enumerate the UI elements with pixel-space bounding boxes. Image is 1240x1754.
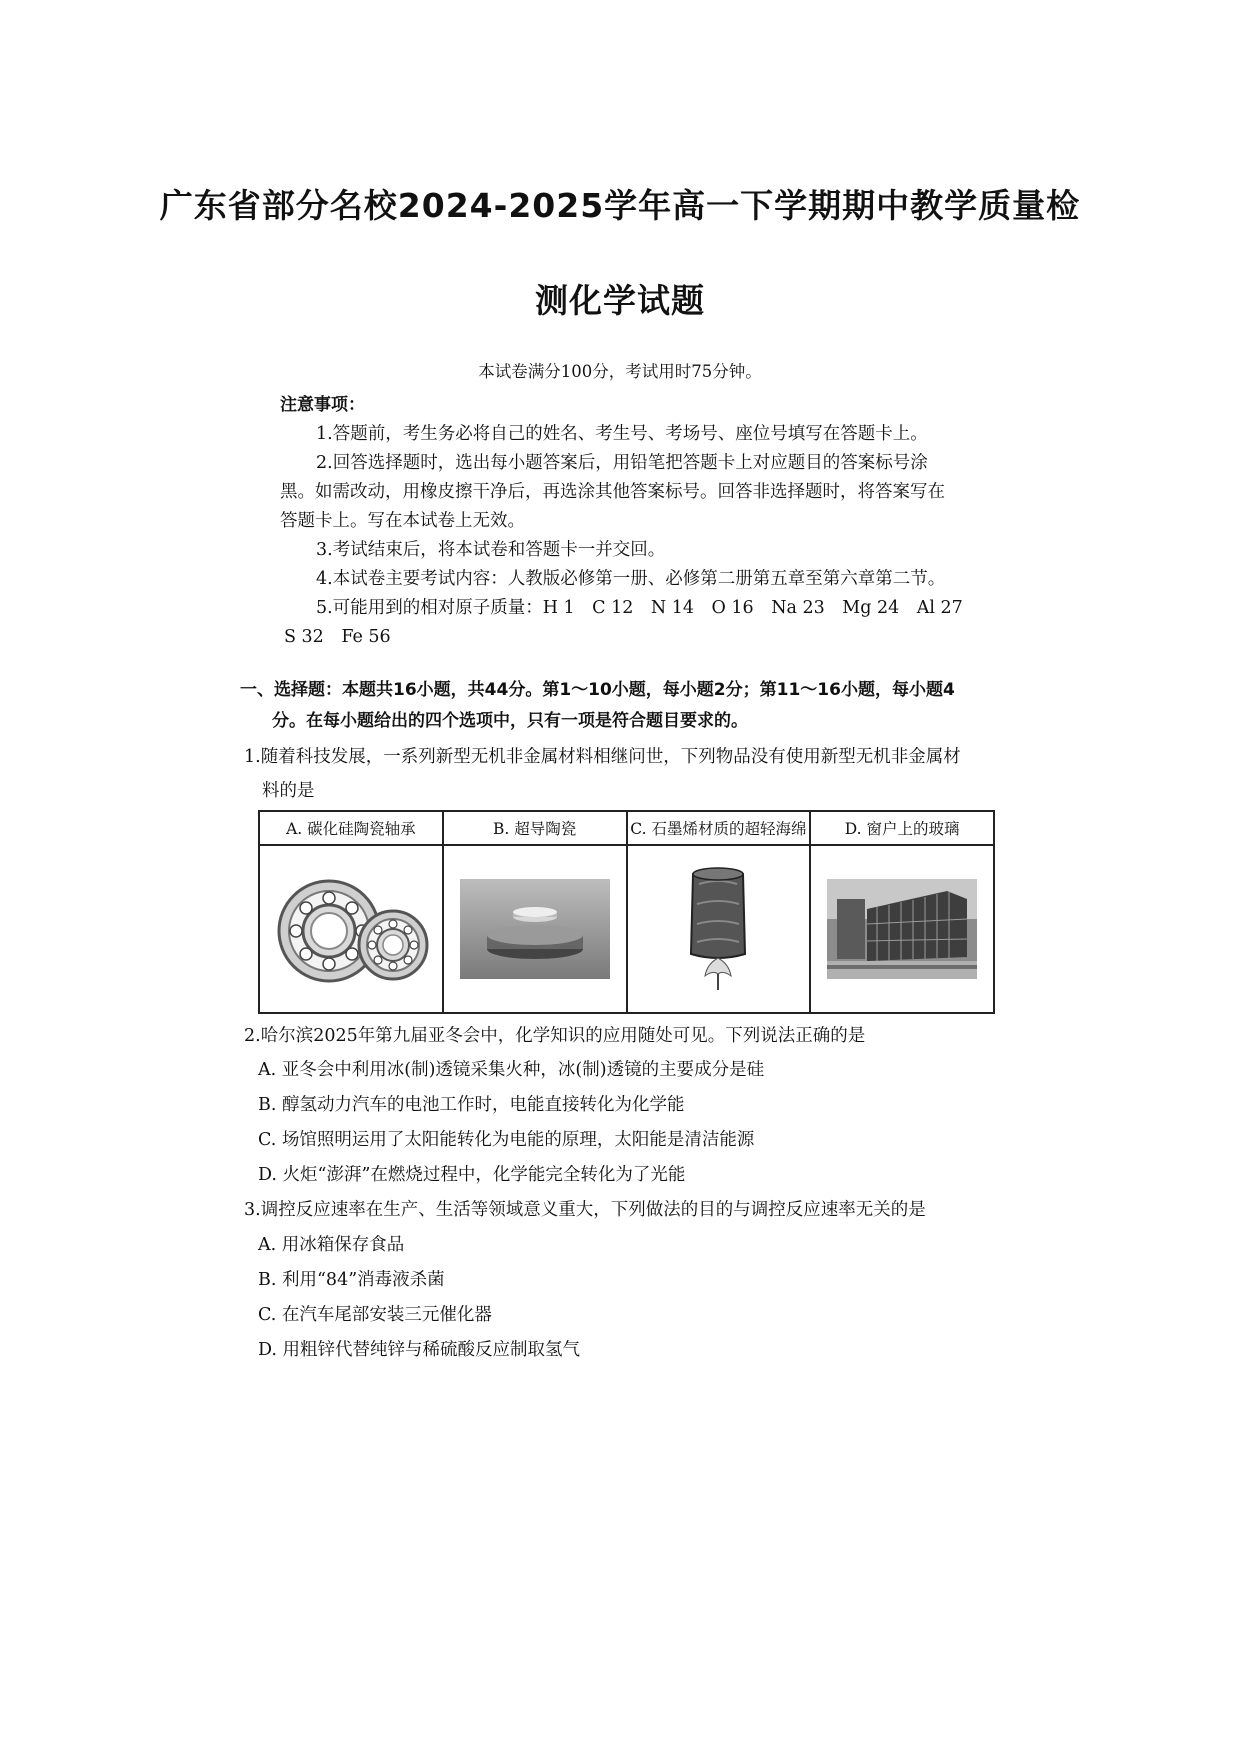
question-3-option-a: A. 用冰箱保存食品 bbox=[258, 1235, 405, 1255]
question-3-option-c: C. 在汽车尾部安装三元催化器 bbox=[258, 1305, 492, 1325]
question-2-option-c: C. 场馆照明运用了太阳能转化为电能的原理，太阳能是清洁能源 bbox=[258, 1130, 755, 1150]
note-line: 4.本试卷主要考试内容：人教版必修第一册、必修第二册第五章至第六章第二节。 bbox=[316, 569, 946, 589]
note-line: 1.答题前，考生务必将自己的姓名、考生号、考场号、座位号填写在答题卡上。 bbox=[316, 424, 928, 444]
materials-table bbox=[258, 810, 995, 1014]
note-line: 黑。如需改动，用橡皮擦干净后，再选涂其他答案标号。回答非选择题时，将答案写在 bbox=[280, 482, 945, 502]
question-1-stem: 1.随着科技发展，一系列新型无机非金属材料相继问世，下列物品没有使用新型无机非金属材 bbox=[244, 747, 961, 767]
bearing-image bbox=[271, 869, 431, 989]
question-3-option-b: B. 利用“84”消毒液杀菌 bbox=[258, 1270, 445, 1290]
graphene-sponge-image bbox=[673, 864, 763, 994]
question-2-option-b: B. 醇氢动力汽车的电池工作时，电能直接转化为化学能 bbox=[258, 1095, 685, 1115]
option-a-label: A. 碳化硅陶瓷轴承 bbox=[259, 811, 443, 845]
option-d-label: D. 窗户上的玻璃 bbox=[810, 811, 994, 845]
question-2-stem: 2.哈尔滨2025年第九届亚冬会中，化学知识的应用随处可见。下列说法正确的是 bbox=[244, 1026, 866, 1046]
option-b-label: B. 超导陶瓷 bbox=[443, 811, 627, 845]
note-line: 2.回答选择题时，选出每小题答案后，用铅笔把答题卡上对应题目的答案标号涂 bbox=[316, 453, 928, 473]
notes-heading: 注意事项： bbox=[280, 395, 365, 415]
option-d-image-cell bbox=[810, 845, 994, 1013]
question-2-option-d: D. 火炬“澎湃”在燃烧过程中，化学能完全转化为了光能 bbox=[258, 1165, 686, 1185]
note-line: 5.可能用到的相对原子质量：H 1 C 12 N 14 O 16 Na 23 Mg 24 Al 27 bbox=[316, 598, 963, 618]
question-3-stem: 3.调控反应速率在生产、生活等领域意义重大，下列做法的目的与调控反应速率无关的是 bbox=[244, 1200, 926, 1220]
option-b-image-cell bbox=[443, 845, 627, 1013]
question-3-option-d: D. 用粗锌代替纯锌与稀硫酸反应制取氢气 bbox=[258, 1340, 581, 1360]
exam-title-line2: 测化学试题 bbox=[535, 281, 705, 320]
section-heading: 一、选择题：本题共16小题，共44分。第1～10小题，每小题2分；第11～16小题，每小题4 bbox=[240, 680, 955, 700]
note-line: 答题卡上。写在本试卷上无效。 bbox=[280, 511, 525, 531]
question-1-stem-cont: 料的是 bbox=[262, 781, 315, 801]
note-line: S 32 Fe 56 bbox=[284, 627, 391, 647]
window-glass-building-image bbox=[827, 879, 977, 979]
section-heading-cont: 分。在每小题给出的四个选项中，只有一项是符合题目要求的。 bbox=[272, 711, 748, 731]
exam-info: 本试卷满分100分，考试用时75分钟。 bbox=[478, 362, 762, 381]
question-2-option-a: A. 亚冬会中利用冰(制)透镜采集火种，冰(制)透镜的主要成分是硅 bbox=[258, 1060, 765, 1080]
superconductor-image bbox=[460, 879, 610, 979]
option-a-image-cell bbox=[259, 845, 443, 1013]
note-line: 3.考试结束后，将本试卷和答题卡一并交回。 bbox=[316, 540, 666, 560]
exam-title-line1: 广东省部分名校2024-2025学年高一下学期期中教学质量检 bbox=[159, 186, 1081, 225]
option-c-image-cell bbox=[627, 845, 811, 1013]
option-c-label: C. 石墨烯材质的超轻海绵 bbox=[627, 811, 811, 845]
